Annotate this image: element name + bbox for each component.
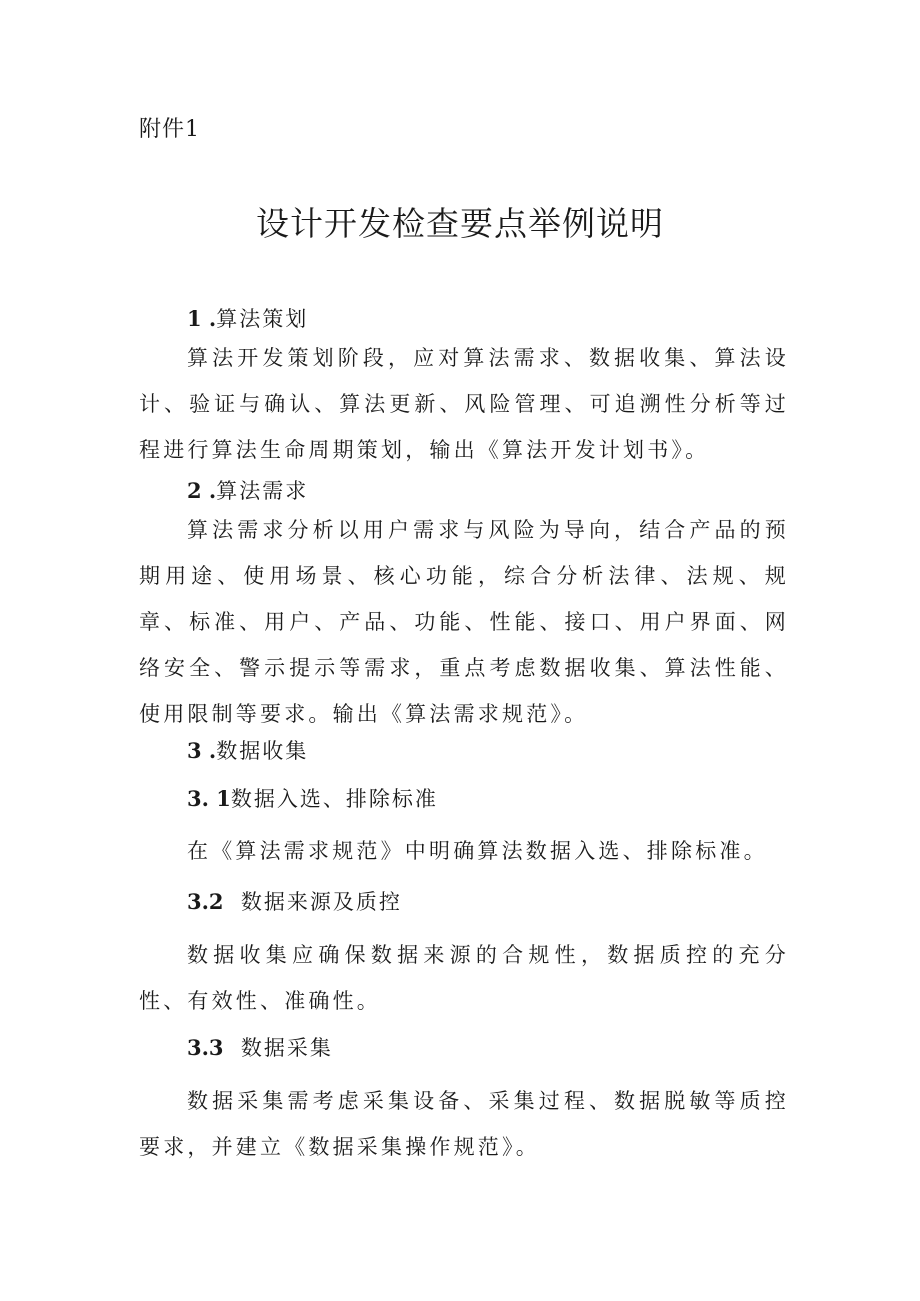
document-title: 设计开发检查要点举例说明 xyxy=(256,204,664,243)
section-number: 3. 1 xyxy=(187,786,231,811)
section-body-3-1: 在《算法需求规范》中明确算法数据入选、排除标准。 xyxy=(187,839,768,863)
section-title: 算法策划 xyxy=(216,307,309,331)
section-body-1: 算法开发策划阶段，应对算法需求、数据收集、算法设计、验证与确认、算法更新、风险管理、可追溯性分析等过程进行算法生命周期策划，输出《算法开发计划书》。 xyxy=(139,346,789,462)
section-title: 数据收集 xyxy=(216,739,309,763)
section-heading-3-3 xyxy=(187,1032,333,1062)
section-number: 3 . xyxy=(187,738,217,763)
section-body-3-2: 数据收集应确保数据来源的合规性，数据质控的充分性、有效性、准确性。 xyxy=(139,943,789,1013)
section-title: 数据采集 xyxy=(240,1036,333,1060)
section-heading-3-2 xyxy=(187,886,402,916)
section-body-2: 算法需求分析以用户需求与风险为导向，结合产品的预期用途、使用场景、核心功能，综合分析法律、法规、规章、标准、用户、产品、功能、性能、接口、用户界面、网络安全、警示提示等需求，重点考虑数据收集、算法性能、使用限制等要求。输出《算法需求规范》。 xyxy=(139,518,789,726)
section-number: 2 . xyxy=(187,478,217,503)
attachment-label: 附件1 xyxy=(139,117,200,142)
section-heading-3-1 xyxy=(187,783,438,813)
section-title: 算法需求 xyxy=(216,479,309,503)
section-number: 3.2 xyxy=(187,889,224,914)
section-number: 3.3 xyxy=(187,1035,224,1060)
section-heading-2 xyxy=(187,475,308,505)
section-body-3-3: 数据采集需考虑采集设备、采集过程、数据脱敏等质控要求，并建立《数据采集操作规范》。 xyxy=(139,1089,789,1159)
section-heading-1 xyxy=(187,303,308,333)
section-title: 数据来源及质控 xyxy=(240,890,402,914)
section-heading-3 xyxy=(187,735,308,765)
section-title: 数据入选、排除标准 xyxy=(230,787,438,811)
section-number: 1 . xyxy=(187,306,217,331)
